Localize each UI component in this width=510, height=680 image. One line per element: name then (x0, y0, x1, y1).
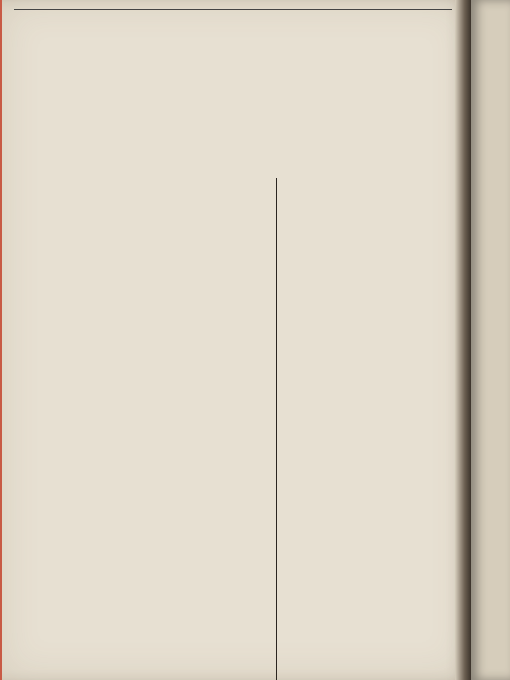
running-header (0, 0, 470, 9)
header-rule (14, 9, 452, 10)
facing-page (471, 0, 510, 680)
column-divider (276, 178, 277, 680)
page-red-edge (0, 0, 2, 680)
book-gutter (455, 0, 471, 680)
